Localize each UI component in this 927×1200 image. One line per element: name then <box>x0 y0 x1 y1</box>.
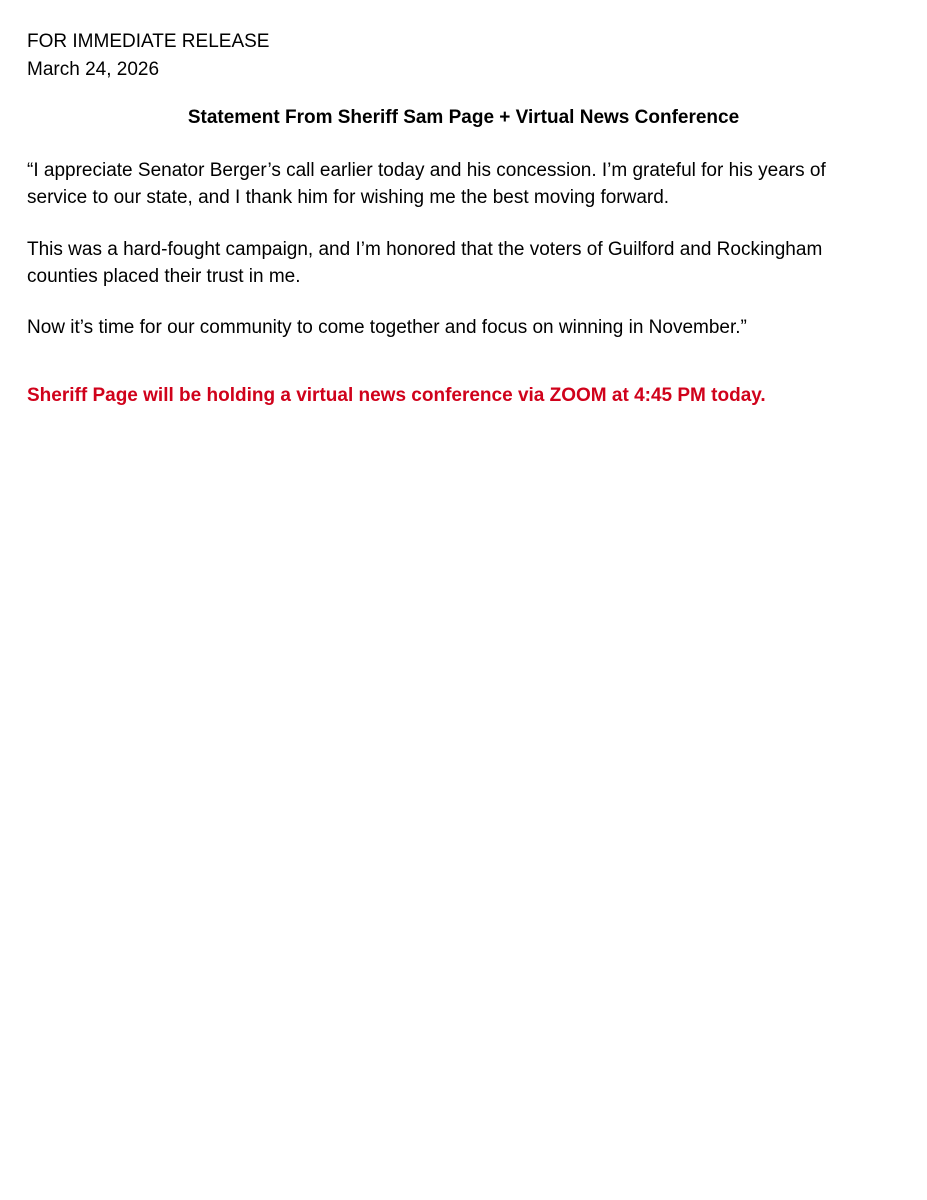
statement-title: Statement From Sheriff Sam Page + Virtual News Conference <box>187 107 740 128</box>
paragraph-line: This was a hard-fought campaign, and I’m honored that the voters of Guilford and Rockingham <box>27 239 823 260</box>
release-label: FOR IMMEDIATE RELEASE <box>27 31 270 52</box>
release-date: March 24, 2026 <box>27 59 160 80</box>
news-conference-notice: Sheriff Page will be holding a virtual news conference via ZOOM at 4:45 PM today. <box>27 385 766 406</box>
paragraph-line: Now it’s time for our community to come together and focus on winning in November.” <box>27 317 747 338</box>
statement-paragraph-2 <box>27 236 887 290</box>
paragraph-line: counties placed their trust in me. <box>27 266 301 287</box>
paragraph-line: service to our state, and I thank him for wishing me the best moving forward. <box>27 187 670 208</box>
statement-paragraph-3 <box>27 314 887 341</box>
paragraph-line: “I appreciate Senator Berger’s call earlier today and his concession. I’m grateful for his years of <box>27 160 826 181</box>
statement-paragraph-1 <box>27 157 887 211</box>
release-header <box>27 28 269 84</box>
